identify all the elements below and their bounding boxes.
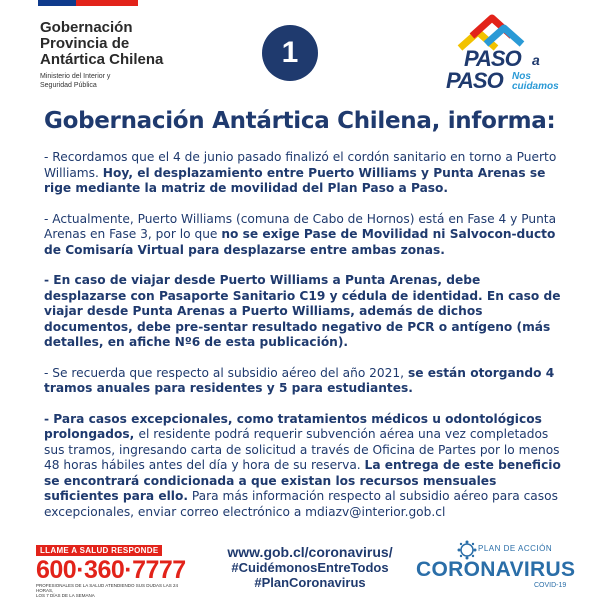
covid-label: COVID-19 (534, 582, 567, 589)
text-segment: Para más información respecto al subsidio aéreo para casos excepcionales, enviar correo electrónico a mdiazv@interior.gob.cl (44, 489, 558, 519)
paso-a: a (532, 52, 540, 68)
salud-sub-line-2: LOS 7 DÍAS DE LA SEMANA (36, 593, 95, 598)
salud-header: LLAME A SALUD RESPONDE (36, 545, 162, 556)
salud-responde (36, 538, 186, 598)
paragraph (44, 366, 564, 397)
text-segment: - Se recuerda que respecto al subsidio aéreo del año 2021, (44, 365, 408, 380)
gob-line-2: Provincia de (40, 35, 130, 52)
page-title: Gobernación Antártica Chilena, informa: (44, 108, 556, 134)
paso-word-1: PASO (464, 46, 521, 71)
ministerio-label (40, 72, 210, 90)
bold-segment: - En caso de viajar desde Puerto Williams a Punta Arenas, debe desplazarse con Pasaporte Sanitario C19 y cédula de identidad. En caso de viajar desde Punta Arenas a Puerto Williams, además de dichos documentos, debe pre-sentar resultado negativo de PCR o antígeno (más detalles, en afiche Nº6 de esta publicación). (44, 273, 561, 349)
cuidamos-word: cuidamos (512, 81, 559, 92)
flag-red (76, 0, 138, 6)
salud-sub-line-1: PROFESIONALES DE LA SALUD ATENDIENDO SUS DUDAS LAS 24 HORAS, (36, 583, 178, 593)
paso-word-2: PASO (446, 68, 503, 93)
paragraph (44, 412, 564, 521)
hashtag-cuidemonos: #CuidémonosEntreTodos (231, 560, 389, 575)
bold-segment: La entrega de este beneficio se encontrará condicionada a que existan los recursos mensuales suficientes para ello. (44, 458, 561, 503)
gob-line-3: Antártica Chilena (40, 51, 164, 68)
nos-cuidamos (512, 72, 559, 92)
plan-label: PLAN DE ACCIÓN (478, 544, 553, 553)
bold-segment: - Para casos excepcionales, como tratamientos médicos u odontológicos prolongados, (44, 411, 542, 441)
paso-a-paso-logo (440, 8, 570, 96)
gobernacion-header (40, 20, 210, 90)
coronavirus-label: CORONAVIRUS (416, 558, 576, 581)
footer (0, 530, 600, 598)
salud-sub (36, 583, 186, 598)
gob-url[interactable]: www.gob.cl/coronavirus/ (227, 544, 393, 560)
flag-bar (38, 0, 138, 6)
nos-word: Nos (512, 71, 531, 82)
paragraph (44, 273, 564, 351)
flag-blue (38, 0, 76, 6)
paragraph (44, 150, 564, 197)
text-segment: - Recordamos que el 4 de junio pasado finalizó el cordón sanitario en torno a Puerto Williams. (44, 150, 557, 180)
ministerio-line-1: Ministerio del Interior y (40, 73, 111, 80)
text-segment: - Actualmente, Puerto Williams (comuna de Cabo de Hornos) está en Fase 4 y Punta Arenas en Fase 3, por lo que (44, 211, 557, 241)
bold-segment: se están otorgando 4 tramos anuales para residentes y 5 para estudiantes. (44, 365, 555, 395)
footer-links (210, 544, 410, 590)
text-segment: el residente podrá requerir subvención aérea una vez completados sus tramos, ingresando carta de solicitud a través de Oficina de Partes por lo menos 48 horas hábiles antes del día y hora de su reserva. (44, 427, 560, 472)
paragraph (44, 212, 564, 259)
bold-segment: no se exige Pase de Movilidad ni Salvocon-ducto de Comisaría Virtual para desplazarse entre ambas zonas. (44, 227, 556, 257)
gob-line-1: Gobernación (40, 19, 133, 36)
body-text (44, 150, 564, 535)
salud-number: 600·360·7777 (36, 556, 186, 584)
virus-icon (456, 540, 478, 560)
bold-segment: Hoy, el desplazamiento entre Puerto Williams y Punta Arenas se rige mediante la matriz de movilidad del Plan Paso a Paso. (44, 165, 546, 195)
number-badge: 1 (262, 25, 318, 81)
hashtag-plan: #PlanCoronavirus (254, 575, 366, 590)
ministerio-line-2: Seguridad Pública (40, 82, 97, 89)
